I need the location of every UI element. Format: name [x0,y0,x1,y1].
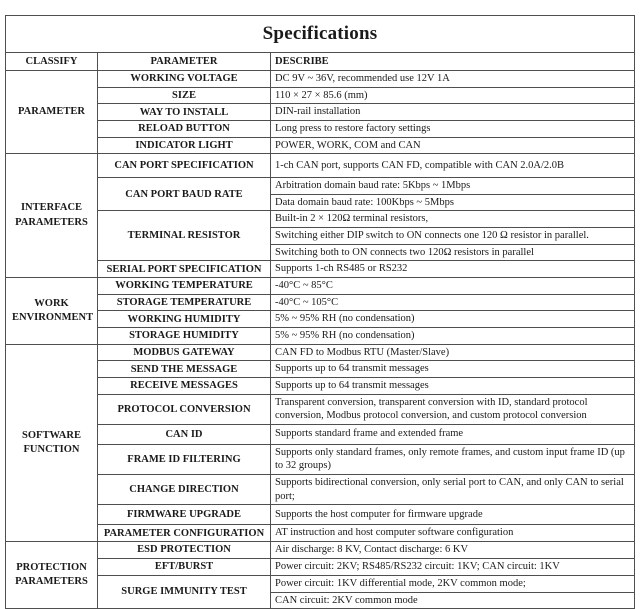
parameter-cell: MODBUS GATEWAY [98,344,271,361]
describe-cell: Arbitration domain baud rate: 5Kbps ~ 1Mbps [271,178,635,195]
parameter-cell: INDICATOR LIGHT [98,137,271,154]
table-row [6,525,635,542]
classify-cell: PARAMETER [6,71,98,154]
parameter-cell: SURGE IMMUNITY TEST [98,575,271,609]
describe-cell: 5% ~ 95% RH (no condensation) [271,311,635,328]
table-row [6,311,635,328]
parameter-cell: FIRMWARE UPGRADE [98,505,271,525]
parameter-cell: PARAMETER CONFIGURATION [98,525,271,542]
parameter-cell: CAN PORT SPECIFICATION [98,154,271,178]
describe-cell: CAN FD to Modbus RTU (Master/Slave) [271,344,635,361]
table-row [6,505,635,525]
page-title: Specifications [6,16,635,53]
describe-cell: Switching either DIP switch to ON connects one 120 Ω resistor in parallel. [271,228,635,245]
describe-cell: AT instruction and host computer software configuration [271,525,635,542]
describe-cell: Supports up to 64 transmit messages [271,377,635,394]
table-row [6,87,635,104]
table-row [6,137,635,154]
classify-cell: WORK ENVIRONMENT [6,278,98,345]
describe-cell: Transparent conversion, transparent conversion with ID, standard protocol conversion, Modbus protocol conversion, and custom protocol conversion [271,394,635,424]
parameter-cell: TERMINAL RESISTOR [98,211,271,261]
table-row [6,377,635,394]
parameter-cell: RECEIVE MESSAGES [98,377,271,394]
describe-cell: Data domain baud rate: 100Kbps ~ 5Mbps [271,194,635,211]
parameter-cell: ESD PROTECTION [98,542,271,559]
describe-cell: Supports bidirectional conversion, only serial port to CAN, and only CAN to serial port; [271,475,635,505]
describe-cell: Power circuit: 1KV differential mode, 2KV common mode; [271,575,635,592]
table-row [6,424,635,444]
parameter-cell: RELOAD BUTTON [98,120,271,137]
parameter-cell: CAN ID [98,424,271,444]
describe-cell: Built-in 2 × 120Ω terminal resistors, [271,211,635,228]
parameter-cell: STORAGE HUMIDITY [98,327,271,344]
parameter-cell: SEND THE MESSAGE [98,361,271,378]
spec-table-body [6,71,635,609]
describe-cell: 5% ~ 95% RH (no condensation) [271,327,635,344]
table-row [6,344,635,361]
table-row [6,261,635,278]
parameter-cell: WORKING HUMIDITY [98,311,271,328]
describe-cell: Supports standard frame and extended frame [271,424,635,444]
table-row [6,475,635,505]
table-row [6,294,635,311]
describe-cell: 1-ch CAN port, supports CAN FD, compatible with CAN 2.0A/2.0B [271,154,635,178]
parameter-cell: STORAGE TEMPERATURE [98,294,271,311]
table-row [6,327,635,344]
table-row [6,558,635,575]
title-row [6,16,635,53]
parameter-cell: SERIAL PORT SPECIFICATION [98,261,271,278]
describe-cell: -40°C ~ 105°C [271,294,635,311]
table-row [6,120,635,137]
describe-cell: POWER, WORK, COM and CAN [271,137,635,154]
table-row [6,394,635,424]
parameter-cell: WAY TO INSTALL [98,104,271,121]
parameter-cell: PROTOCOL CONVERSION [98,394,271,424]
describe-cell: -40°C ~ 85°C [271,278,635,295]
specifications-table [5,15,635,609]
table-row [6,575,635,592]
classify-cell: INTERFACE PARAMETERS [6,154,98,278]
column-header-classify: CLASSIFY [6,53,98,71]
table-row [6,361,635,378]
parameter-cell: SIZE [98,87,271,104]
parameter-cell: CHANGE DIRECTION [98,475,271,505]
table-row [6,178,635,195]
describe-cell: Supports the host computer for firmware upgrade [271,505,635,525]
table-row [6,444,635,474]
describe-cell: Air discharge: 8 KV, Contact discharge: 6 KV [271,542,635,559]
classify-cell: PROTECTION PARAMETERS [6,542,98,609]
parameter-cell: FRAME ID FILTERING [98,444,271,474]
parameter-cell: WORKING VOLTAGE [98,71,271,88]
table-row [6,211,635,228]
describe-cell: DC 9V ~ 36V, recommended use 12V 1A [271,71,635,88]
describe-cell: CAN circuit: 2KV common mode [271,592,635,609]
table-row [6,71,635,88]
describe-cell: Supports up to 64 transmit messages [271,361,635,378]
parameter-cell: WORKING TEMPERATURE [98,278,271,295]
table-row [6,542,635,559]
column-header-parameter: PARAMETER [98,53,271,71]
describe-cell: Supports 1-ch RS485 or RS232 [271,261,635,278]
parameter-cell: CAN PORT BAUD RATE [98,178,271,211]
column-header-describe: DESCRIBE [271,53,635,71]
describe-cell: Long press to restore factory settings [271,120,635,137]
describe-cell: DIN-rail installation [271,104,635,121]
classify-cell: SOFTWARE FUNCTION [6,344,98,541]
describe-cell: Switching both to ON connects two 120Ω resistors in parallel [271,244,635,261]
parameter-cell: EFT/BURST [98,558,271,575]
table-row [6,154,635,178]
table-row [6,104,635,121]
table-row [6,278,635,295]
describe-cell: Supports only standard frames, only remote frames, and custom input frame ID (up to 32 groups) [271,444,635,474]
describe-cell: 110 × 27 × 85.6 (mm) [271,87,635,104]
column-header-row [6,53,635,71]
describe-cell: Power circuit: 2KV; RS485/RS232 circuit: 1KV; CAN circuit: 1KV [271,558,635,575]
